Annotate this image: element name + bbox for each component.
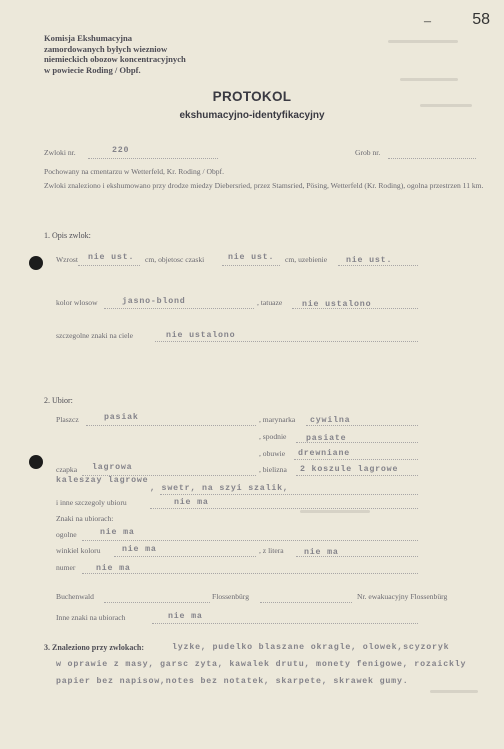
bleed-through-mark bbox=[388, 40, 458, 43]
litera-label: , z litera bbox=[259, 546, 284, 555]
uzebienie-label: cm, uzebienie bbox=[285, 255, 328, 264]
grob-label: Grob nr. bbox=[355, 148, 381, 157]
numer-label: numer bbox=[56, 563, 76, 572]
winkiel-line bbox=[114, 556, 256, 557]
numer-value: nie ma bbox=[96, 564, 131, 573]
czapka-value: lagrowa bbox=[92, 463, 133, 472]
obuwie-value: drewniane bbox=[298, 449, 351, 458]
inne-znaki-label: Inne znaki na ubiorach bbox=[56, 613, 126, 622]
bielizna-label: , bielizna bbox=[259, 465, 287, 474]
organization-line: niemieckich obozow koncentracyjnych bbox=[44, 54, 186, 65]
kolor-line bbox=[104, 308, 254, 309]
found-items-line: papier bez napisow,notes bez notatek, skarpete, skrawek gumy. bbox=[56, 677, 409, 686]
winkiel-value: nie ma bbox=[122, 545, 157, 554]
czapka-label: czapka bbox=[56, 465, 78, 474]
organization-line: w powiecie Roding / Obpf. bbox=[44, 64, 141, 75]
litera-value: nie ma bbox=[304, 548, 339, 557]
document-title: PROTOKOL bbox=[212, 89, 292, 104]
section1-heading: 1. Opis zwlok: bbox=[44, 231, 91, 240]
uzebienie-value: nie ust. bbox=[346, 256, 393, 265]
cm-czaszka-label: cm, objetosc czaski bbox=[145, 255, 205, 264]
section2-heading: 2. Ubior: bbox=[44, 396, 73, 405]
ogolne-value: nie ma bbox=[100, 528, 135, 537]
zwloki-line bbox=[88, 158, 218, 159]
numer-line bbox=[82, 573, 418, 574]
czaszka-value: nie ust. bbox=[228, 253, 275, 262]
ogolne-label: ogolne bbox=[56, 530, 77, 539]
inne-value: nie ma bbox=[174, 498, 209, 507]
znaki-value: nie ustalono bbox=[166, 331, 236, 340]
flossenburg-label: Flossenbürg bbox=[212, 592, 249, 601]
organization-line: zamordowanych byłych wiezniow bbox=[44, 43, 168, 54]
znaki-ubior-label: Znaki na ubiorach: bbox=[56, 514, 114, 523]
znaki-line bbox=[155, 341, 418, 342]
kolor-value: jasno-blond bbox=[122, 297, 186, 306]
bleed-through-mark bbox=[430, 690, 478, 693]
bleed-through-mark bbox=[300, 510, 370, 513]
bielizna-line bbox=[296, 475, 418, 476]
buchenwald-label: Buchenwald bbox=[56, 592, 94, 601]
sweter-value: , swetr, na szyi szalik, bbox=[150, 484, 289, 493]
grob-line bbox=[388, 158, 476, 159]
continuation-line bbox=[160, 494, 418, 495]
intro-text bbox=[44, 165, 484, 193]
tatuaze-value: nie ustalono bbox=[302, 300, 372, 309]
marynarka-label: , marynarka bbox=[259, 415, 296, 424]
wzrost-value: nie ust. bbox=[88, 253, 135, 262]
inne-znaki-value: nie ma bbox=[168, 612, 203, 621]
bielizna-value: 2 koszule lagrowe bbox=[300, 465, 399, 474]
bleed-through-mark bbox=[420, 104, 472, 107]
znaki-label: szczegolne znaki na ciele bbox=[56, 331, 133, 340]
winkiel-label: winkiel koloru bbox=[56, 546, 101, 555]
found-items-line: w oprawie z masy, garsc zyta, kawalek drutu, monety fenigowe, rozaickly bbox=[56, 660, 467, 669]
czapka-continued: kaleszay lagrowe bbox=[56, 476, 149, 485]
plaszcz-line bbox=[86, 425, 256, 426]
wzrost-line bbox=[78, 265, 140, 266]
buchenwald-line bbox=[104, 602, 210, 603]
marynarka-value: cywilna bbox=[310, 416, 351, 425]
obuwie-line bbox=[294, 459, 418, 460]
spodnie-value: pasiate bbox=[306, 434, 347, 443]
found-items-line: lyzke, pudelko blaszane okragle, olowek,scyzoryk bbox=[172, 643, 450, 652]
inne-label: i inne szczegoly ubioru bbox=[56, 498, 127, 507]
tatuaze-label: , tatuaze bbox=[257, 298, 283, 307]
spodnie-label: , spodnie bbox=[259, 432, 287, 441]
corner-mark: – bbox=[424, 14, 431, 29]
page-number: 58 bbox=[472, 11, 490, 28]
czaszka-line bbox=[222, 265, 280, 266]
ewakuacyjny-label: Nr. ewakuacyjny Flossenbürg bbox=[357, 592, 448, 601]
uzebienie-line bbox=[338, 265, 418, 266]
inne-znaki-line bbox=[152, 623, 418, 624]
organization-line: Komisja Ekshumacyjna bbox=[44, 33, 133, 43]
ogolne-line bbox=[82, 540, 418, 541]
bleed-through-mark bbox=[400, 78, 458, 81]
document-subtitle: ekshumacyjno-identyfikacyjny bbox=[179, 110, 325, 121]
obuwie-label: , obuwie bbox=[259, 449, 286, 458]
punch-hole-bottom bbox=[29, 455, 43, 469]
zwloki-label: Zwloki nr. bbox=[44, 148, 76, 157]
inne-line bbox=[150, 508, 418, 509]
zwloki-value: 220 bbox=[112, 146, 130, 155]
flossenburg-line bbox=[260, 602, 352, 603]
punch-hole-top bbox=[29, 256, 43, 270]
plaszcz-label: Plaszcz bbox=[56, 415, 79, 424]
organization-block bbox=[44, 33, 186, 75]
plaszcz-value: pasiak bbox=[104, 413, 139, 422]
kolor-label: kolor wlosow bbox=[56, 298, 98, 307]
intro-line: Pochowany na cmentarzu w Wetterfeld, Kr. Roding / Obpf. bbox=[44, 167, 224, 176]
section3-heading: 3. Znaleziono przy zwlokach: bbox=[44, 643, 144, 652]
marynarka-line bbox=[306, 425, 418, 426]
intro-line: Zwloki znaleziono i ekshumowano przy drodze miedzy Diebersried, przez Stamsried, Pösing, Wetterfeld (Kr. Roding), ogolna przestrzen 11 km. bbox=[44, 181, 484, 190]
wzrost-label: Wzrost bbox=[56, 255, 78, 264]
